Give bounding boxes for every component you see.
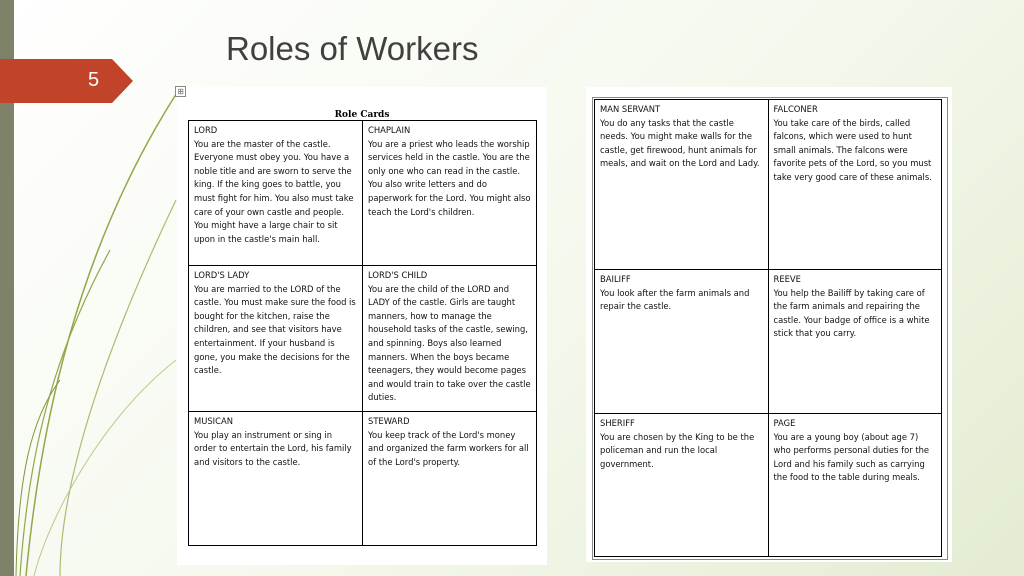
role-card-title: SHERIFF [600, 418, 635, 428]
role-card-title: LORD [194, 125, 218, 135]
role-card-steward [363, 412, 537, 546]
role-cards-document-right [586, 87, 952, 562]
slide-title: Roles of Workers [226, 30, 479, 67]
role-card-reeve [769, 270, 943, 414]
role-card-title: BAILIFF [600, 274, 631, 284]
role-card-title: PAGE [773, 418, 796, 428]
role-card-bailiff [595, 270, 769, 414]
role-card-title: STEWARD [368, 416, 410, 426]
role-card-title: MUSICAN [194, 416, 233, 426]
role-card-text: You are chosen by the King to be the policeman and run the local government. [600, 431, 755, 469]
role-card-text: You take care of the birds, called falcons, which were used to hunt small animals. The falcons were favorite pets of the Lord, so you must take very good care of these animals. [773, 117, 932, 182]
role-card-title: LORD'S LADY [194, 270, 250, 280]
role-card-text: You are the child of the LORD and LADY of the castle. Girls are taught manners, how to manage the household tasks of the castle, sewing, and spinning. Boys also learned manners. When the boys became teenagers, they would become pages and would train to take over the castle duties. [368, 283, 531, 403]
role-card-lord [189, 121, 363, 266]
role-card-man-servant [595, 100, 769, 270]
role-card-title: REEVE [773, 274, 801, 284]
role-card-page [769, 414, 943, 557]
role-card-title: FALCONER [773, 104, 818, 114]
role-card-text: You look after the farm animals and repair the castle. [600, 287, 750, 312]
role-card-falconer [769, 100, 943, 270]
role-card-musican [189, 412, 363, 546]
slide-number-tab [0, 59, 133, 103]
role-card-text: You help the Bailiff by taking care of the farm animals and repairing the castle. Your badge of office is a white stick that you carry. [773, 287, 930, 339]
role-card-title: LORD'S CHILD [368, 270, 428, 280]
role-cards-table-right [594, 99, 942, 557]
role-card-sheriff [595, 414, 769, 557]
role-card-text: You are a young boy (about age 7) who performs personal duties for the Lord and his family such as carrying the food to the table during meals. [773, 431, 930, 483]
role-card-lords-lady [189, 266, 363, 412]
slide-number: 5 [88, 69, 100, 91]
role-card-text: You do any tasks that the castle needs. You might make walls for the castle, get firewood, hunt animals for meals, and wait on the Lord and Lady. [600, 117, 760, 169]
role-card-text: You are the master of the castle. Everyone must obey you. You have a noble title and are sworn to serve the king. If the king goes to battle, you must fight for him. You also must take care of your own castle and people. You might have a large chair to sit upon in the castle's main hall. [194, 138, 354, 244]
role-cards-heading: Role Cards [334, 110, 390, 120]
role-cards-document-left [177, 87, 547, 565]
role-card-text: You play an instrument or sing in order to entertain the Lord, his family and visitors to the castle. [194, 429, 352, 467]
role-card-chaplain [363, 121, 537, 266]
table-move-handle-icon[interactable]: ⊞ [175, 86, 186, 97]
role-card-title: MAN SERVANT [600, 104, 661, 114]
role-card-title: CHAPLAIN [368, 125, 411, 135]
role-card-text: You are a priest who leads the worship services held in the castle. You are the only one who can read in the castle. You also write letters and do paperwork for the Lord. You might also teach the Lord's children. [368, 138, 531, 217]
role-card-text: You keep track of the Lord's money and organized the farm workers for all of the Lord's property. [368, 429, 529, 467]
role-cards-table-left [188, 120, 537, 546]
role-card-text: You are married to the LORD of the castle. You must make sure the food is bought for the kitchen, raise the children, and see that visitors have entertainment. If your husband is gone, you make the decisions for the castle. [194, 283, 356, 376]
role-card-lords-child [363, 266, 537, 412]
